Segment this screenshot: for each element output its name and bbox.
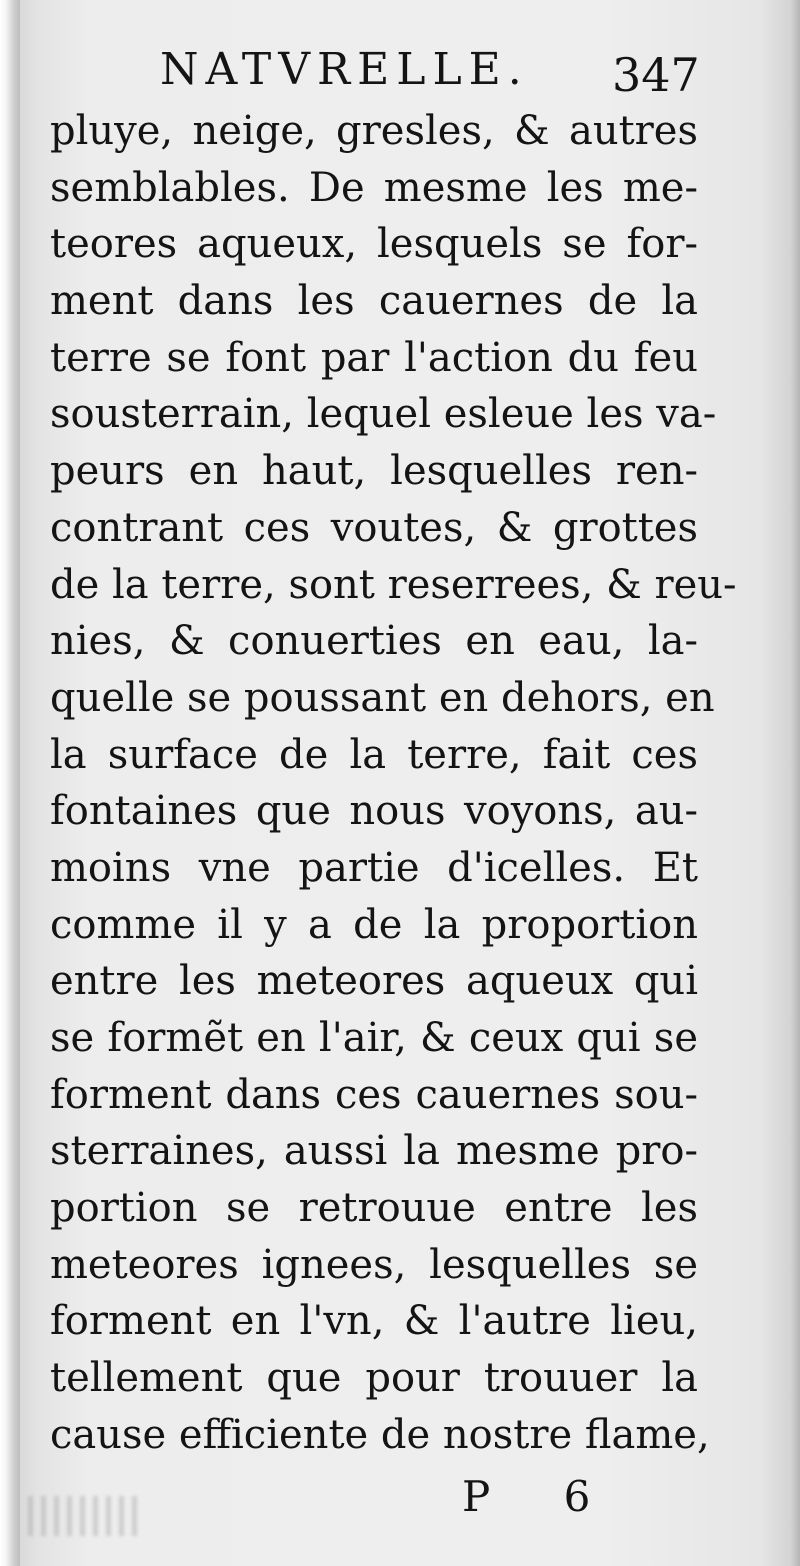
text-line: semblables. De mesme les me- — [50, 164, 698, 211]
text-line: terre se font par l'action du feu — [50, 334, 698, 381]
text-line: contrant ces voutes, & grottes — [50, 504, 698, 551]
text-line: quelle se poussant en dehors, en — [50, 674, 715, 721]
show-through-bleed — [28, 1496, 138, 1536]
page-header — [0, 44, 800, 104]
text-line: forment en l'vn, & l'autre lieu, — [50, 1298, 698, 1345]
text-line: de la terre, sont reserrees, & reu- — [50, 561, 737, 608]
body-text — [50, 103, 737, 1464]
signature-mark: P 6 — [462, 1472, 621, 1521]
page-edge-shadow — [790, 0, 800, 1566]
text-line: peurs en haut, lesquelles ren- — [50, 448, 698, 495]
text-line: moins vne partie d'icelles. Et — [50, 844, 698, 891]
text-line: forment dans ces cauernes sou- — [50, 1071, 698, 1118]
text-line: meteores ignees, lesquelles se — [50, 1241, 698, 1288]
text-line: comme il y a de la proportion — [50, 901, 698, 948]
page-number: 347 — [612, 48, 700, 102]
text-line: teores aqueux, lesquels se for- — [50, 221, 698, 268]
text-line: nies, & conuerties en eau, la- — [50, 618, 698, 665]
text-line: portion se retrouue entre les — [50, 1185, 698, 1232]
page-gutter-shadow — [0, 0, 20, 1566]
text-line: cause efficiente de nostre flame, — [50, 1411, 710, 1458]
text-line: ment dans les cauernes de la — [50, 278, 698, 325]
text-line: sterraines, aussi la mesme pro- — [50, 1128, 698, 1175]
text-line: entre les meteores aqueux qui — [50, 958, 698, 1005]
text-line: la surface de la terre, fait ces — [50, 731, 698, 778]
text-line: se formẽt en l'air, & ceux qui se — [50, 1015, 698, 1061]
text-line: fontaines que nous voyons, au- — [50, 788, 698, 835]
running-head: NATVRELLE. — [160, 44, 529, 95]
text-line: tellement que pour trouuer la — [50, 1355, 698, 1402]
text-line: sousterrain, lequel esleue les va- — [50, 391, 717, 438]
text-line: pluye, neige, gresles, & autres — [50, 108, 698, 154]
